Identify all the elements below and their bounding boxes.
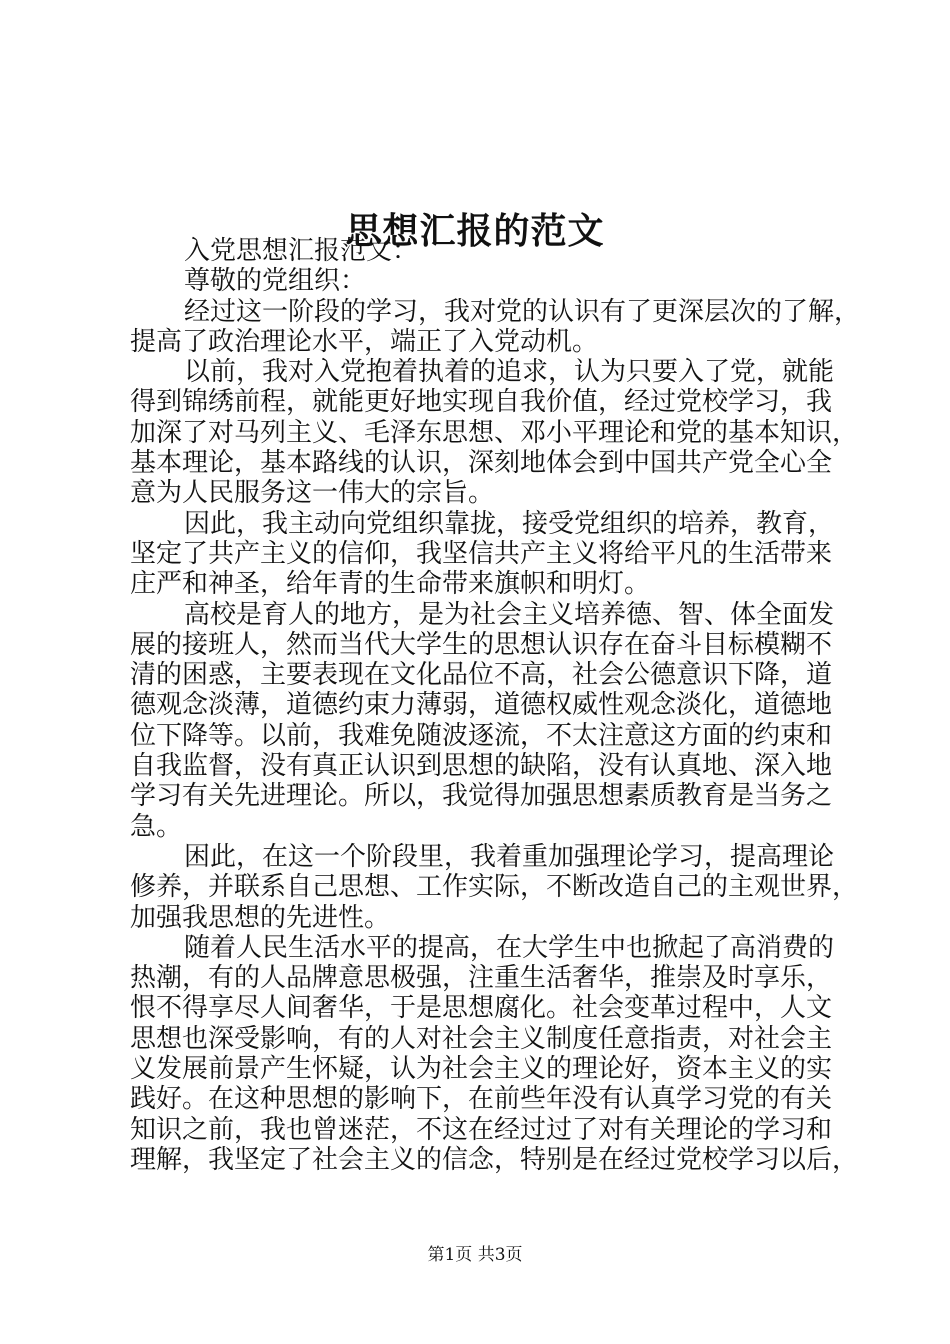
text-line: 得到锦绣前程，就能更好地实现自我价值，经过党校学习，我: [130, 387, 833, 418]
text-line: 高校是育人的地方，是为社会主义培养德、智、体全面发: [184, 599, 835, 630]
document-body: [130, 236, 861, 1175]
paragraph-5: [130, 841, 859, 933]
text-line: 经过这一阶段的学习，我对党的认识有了更深层次的了解，: [184, 296, 861, 327]
text-line: 展的接班人，然而当代大学生的思想认识存在奋斗目标模糊不: [130, 629, 833, 660]
paragraph-6: [130, 932, 859, 1175]
paragraph-1: [130, 296, 861, 358]
text-line: 提高了政治理论水平，端正了入党动机。: [130, 326, 599, 357]
text-line: 热潮，有的人品牌意思极强，注重生活奢华，推崇及时享乐，: [130, 963, 833, 994]
text-line: 恨不得享尽人间奢华，于是思想腐化。社会变革过程中，人文: [130, 993, 833, 1024]
text-line: 困此，在这一个阶段里，我着重加强理论学习，提高理论: [184, 841, 835, 872]
paragraph-3: [130, 508, 835, 600]
text-line: 德观念淡薄，道德约束力薄弱，道德权威性观念淡化，道德地: [130, 690, 833, 721]
text-line: 意为人民服务这一伟大的宗旨。: [130, 478, 495, 509]
paragraph-4: [130, 599, 835, 842]
text-line: 理解，我坚定了社会主义的信念，特别是在经过党校学习以后，: [130, 1144, 859, 1175]
text-line: 庄严和神圣，给年青的生命带来旗帜和明灯。: [130, 569, 651, 600]
text-line: 自我监督，没有真正认识到思想的缺陷，没有认真地、深入地: [130, 751, 833, 782]
text-line: 知识之前，我也曾迷茫，不这在经过过了对有关理论的学习和: [130, 1114, 833, 1145]
text-line: 入党思想汇报范文：: [184, 236, 419, 266]
text-line: 学习有关先进理论。所以，我觉得加强思想素质教育是当务之: [130, 781, 833, 812]
text-line: 坚定了共产主义的信仰，我坚信共产主义将给平凡的生活带来: [130, 538, 833, 569]
text-line: 加深了对马列主义、毛泽东思想、邓小平理论和党的基本知识，: [130, 417, 859, 448]
text-line: 践好。在这种思想的影响下，在前些年没有认真学习党的有关: [130, 1084, 833, 1115]
page-footer: 第1页 共3页: [427, 1245, 523, 1265]
text-line: 位下降等。以前，我难免随波逐流，不太注意这方面的约束和: [130, 720, 833, 751]
text-line: 急。: [130, 811, 183, 842]
page-title: 思想汇报的范文: [345, 210, 605, 253]
text-line: 思想也深受影响，有的人对社会主义制度任意指责，对社会主: [130, 1023, 833, 1054]
salutation: [130, 266, 830, 296]
paragraph-2: [130, 357, 859, 509]
salutation-intro: [130, 236, 830, 266]
text-line: 加强我思想的先进性。: [130, 902, 391, 933]
text-line: 基本理论，基本路线的认识，深刻地体会到中国共产党全心全: [130, 448, 833, 479]
text-line: 尊敬的党组织：: [184, 266, 367, 297]
text-line: 以前，我对入党抱着执着的追求，认为只要入了党，就能: [184, 357, 835, 388]
text-line: 修养，并联系自己思想、工作实际，不断改造自己的主观世界，: [130, 872, 859, 903]
text-line: 清的困惑，主要表现在文化品位不高，社会公德意识下降，道: [130, 660, 833, 691]
text-line: 随着人民生活水平的提高，在大学生中也掀起了高消费的: [184, 932, 835, 963]
text-line: 义发展前景产生怀疑，认为社会主义的理论好，资本主义的实: [130, 1054, 833, 1085]
text-line: 因此，我主动向党组织靠拢，接受党组织的培养，教育，: [184, 508, 835, 539]
